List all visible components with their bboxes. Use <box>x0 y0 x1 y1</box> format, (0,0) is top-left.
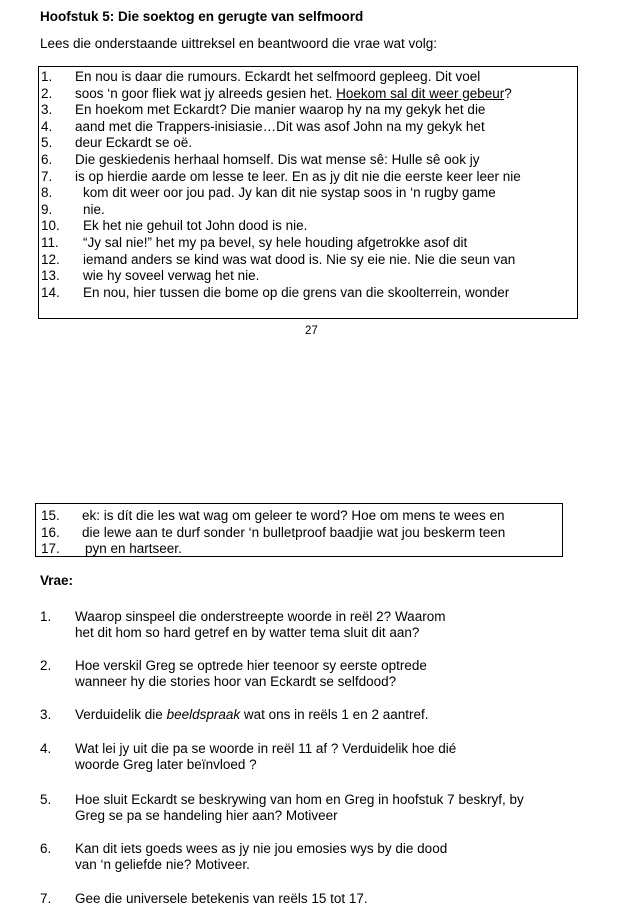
line-number: 6. <box>41 151 53 167</box>
question-item <box>40 609 600 643</box>
excerpt-line <box>39 69 577 86</box>
line-number: 17. <box>41 541 60 557</box>
line-text-before: soos ‘n goor fliek wat jy alreeds gesien het. <box>75 85 337 101</box>
excerpt-line <box>39 268 577 285</box>
excerpt-line <box>39 185 577 202</box>
excerpt-line <box>36 508 562 525</box>
question-text-line1: Hoe verskil Greg se optrede hier teenoor sy eerste optrede <box>75 658 427 673</box>
line-number: 3. <box>41 102 53 118</box>
line-number: 9. <box>41 201 53 217</box>
question-item <box>40 891 600 909</box>
question-text-line2: het dit hom so hard getref en by watter tema sluit dit aan? <box>75 625 420 641</box>
line-number: 12. <box>41 251 60 267</box>
underlined-words: Hoekom sal dit weer gebeur <box>336 85 505 101</box>
question-item <box>40 792 600 826</box>
chapter-title: Hoofstuk 5: Die soektog en gerugte van selfmoord <box>40 9 364 24</box>
question-text-after: wat ons in reëls 1 en 2 aantref. <box>240 707 429 722</box>
excerpt-box-part2 <box>35 503 563 557</box>
question-number: 3. <box>40 707 52 722</box>
instruction-text: Lees die onderstaande uittreksel en beantwoord die vrae wat volg: <box>40 36 438 51</box>
line-number: 15. <box>41 508 60 523</box>
line-number: 5. <box>41 135 53 151</box>
line-text: ek: is dít die les wat wag om geleer te word? Hoe om mens te wees en <box>82 508 505 523</box>
line-number: 11. <box>41 234 59 250</box>
excerpt-line <box>39 102 577 119</box>
line-text: pyn en hartseer. <box>85 541 182 557</box>
excerpt-line <box>39 235 577 252</box>
line-text <box>75 86 512 103</box>
line-number: 8. <box>41 185 53 201</box>
excerpt-line <box>39 252 577 269</box>
line-text: kom dit weer oor jou pad. Jy kan dit nie systap soos in ‘n rugby game <box>83 185 496 201</box>
question-text-line2: Greg se pa se handeling hier aan? Motiveer <box>75 808 338 824</box>
line-text: is op hierdie aarde om lesse te leer. En as jy dit nie die eerste keer leer nie <box>75 168 521 184</box>
question-item <box>40 841 600 875</box>
line-number: 10. <box>41 218 60 234</box>
question-text-before: Verduidelik die <box>75 707 167 722</box>
excerpt-box-part1 <box>38 66 578 319</box>
question-number: 4. <box>40 741 52 756</box>
excerpt-line <box>39 202 577 219</box>
line-text: En nou, hier tussen die bome op die grens van die skoolterrein, wonder <box>83 284 510 300</box>
line-number: 7. <box>41 168 53 184</box>
line-text: wie hy soveel verwag het nie. <box>83 268 260 284</box>
excerpt-line <box>39 86 577 103</box>
line-text: deur Eckardt se oë. <box>75 135 193 151</box>
question-item <box>40 658 600 692</box>
question-text-line2: wanneer hy die stories hoor van Eckardt se selfdood? <box>75 674 397 690</box>
question-text-line2: woorde Greg later beïnvloed ? <box>75 757 257 773</box>
line-text: aand met die Trappers-inisiasie…Dit was asof John na my gekyk het <box>75 118 485 134</box>
line-number: 1. <box>41 69 53 84</box>
question-text-line1 <box>75 707 429 723</box>
question-number: 5. <box>40 792 52 807</box>
question-number: 7. <box>40 891 52 906</box>
excerpt-line <box>39 135 577 152</box>
question-text-line1: Hoe sluit Eckardt se beskrywing van hom en Greg in hoofstuk 7 beskryf, by <box>75 792 524 807</box>
question-number: 2. <box>40 658 52 673</box>
line-text: iemand anders se kind was wat dood is. Nie sy eie nie. Nie die seun van <box>83 251 516 267</box>
line-text: die lewe aan te durf sonder ‘n bulletproof baadjie wat jou beskerm teen <box>82 524 506 540</box>
line-text: nie. <box>83 201 105 217</box>
excerpt-line <box>39 169 577 186</box>
excerpt-line <box>39 119 577 136</box>
excerpt-line <box>39 218 577 235</box>
line-text: “Jy sal nie!” het my pa bevel, sy hele houding afgetrokke asof dit <box>83 234 468 250</box>
excerpt-line <box>39 152 577 169</box>
line-number: 2. <box>41 85 53 101</box>
line-number: 4. <box>41 118 53 134</box>
question-text-line1: Waarop sinspeel die onderstreepte woorde in reël 2? Waarom <box>75 609 446 624</box>
page-number: 27 <box>305 325 318 337</box>
line-number: 16. <box>41 524 60 540</box>
excerpt-line <box>36 525 562 542</box>
question-number: 6. <box>40 841 52 856</box>
question-item <box>40 741 600 775</box>
questions-heading: Vrae: <box>40 573 74 588</box>
question-text-line1: Wat lei jy uit die pa se woorde in reël 11 af ? Verduidelik hoe dié <box>75 741 457 756</box>
line-text: Die geskiedenis herhaal homself. Dis wat mense sê: Hulle sê ook jy <box>75 151 480 167</box>
question-number: 1. <box>40 609 52 624</box>
line-number: 13. <box>41 268 60 284</box>
line-text: En nou is daar die rumours. Eckardt het selfmoord gepleeg. Dit voel <box>75 69 481 84</box>
excerpt-line <box>36 541 562 558</box>
question-text-line1: Kan dit iets goeds wees as jy nie jou emosies wys by die dood <box>75 841 448 856</box>
line-number: 14. <box>41 284 60 300</box>
italic-term: beeldspraak <box>166 707 241 722</box>
question-text-line2: van ‘n geliefde nie? Motiveer. <box>75 857 250 873</box>
line-text-after: ? <box>504 85 512 101</box>
line-text: En hoekom met Eckardt? Die manier waarop hy na my gekyk het die <box>75 102 486 118</box>
excerpt-line <box>39 285 577 302</box>
question-text-line1: Gee die universele betekenis van reëls 15 tot 17. <box>75 891 368 906</box>
line-text: Ek het nie gehuil tot John dood is nie. <box>83 218 308 234</box>
question-item <box>40 707 600 725</box>
